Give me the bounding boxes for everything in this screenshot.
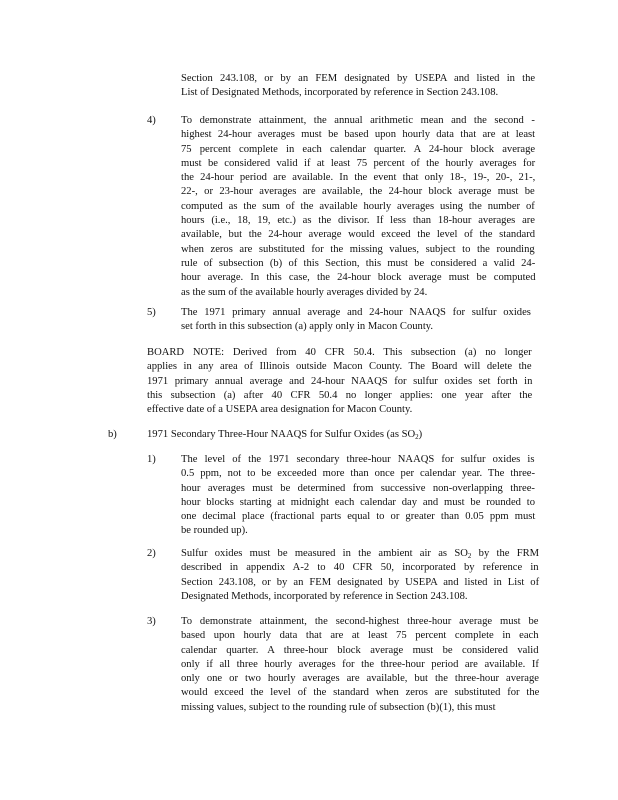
text-line: hour averages must be determined from successive non-overlapping three-	[181, 482, 535, 494]
b-item-3-paragraph	[181, 615, 539, 715]
b-item-3-number: 3)	[147, 616, 156, 627]
text-line: only one or two hourly averages are available, but the three-hour average	[181, 673, 539, 685]
text-line: hours (i.e., 18, 19, etc.) as the divisor. If less than 18-hour averages are	[181, 215, 536, 227]
b-item-1-paragraph	[181, 453, 535, 539]
text-line: hour average. In this case, the 24-hour block average must be computed	[181, 272, 536, 284]
b-item-2-paragraph	[181, 547, 539, 604]
item-4-paragraph	[181, 114, 535, 300]
heading-text: 1971 Secondary Three-Hour NAAQS for Sulfur Oxides (as SO	[147, 429, 416, 440]
board-note	[147, 346, 532, 417]
text-line: available, but the 24-hour average would exceed the level of the standard	[181, 229, 536, 241]
text-line: Designated Methods, incorporated by reference in Section 243.108.	[181, 590, 468, 602]
item-5-number: 5)	[147, 307, 156, 318]
continuation-paragraph	[181, 72, 535, 101]
text-line: To demonstrate attainment, the annual arithmetic mean and the second -	[181, 115, 535, 126]
b-item-2-number: 2)	[147, 548, 156, 559]
text-line: this subsection (a) after 40 CFR 50.4 no longer applies: one year after the	[147, 389, 533, 401]
text-line: only if all three hourly averages for the three-hour period are available. If	[181, 658, 539, 670]
text-line: would exceed the level of the standard when zeros are substituted for the	[181, 687, 540, 699]
text-line: applies in any area of Illinois outside Macon County. The Board will delete the	[147, 361, 532, 373]
text-line: 1971 primary annual average and 24-hour NAAQS for sulfur oxides set forth in	[147, 375, 533, 387]
text-line: set forth in this subsection (a) apply only in Macon County.	[181, 321, 434, 333]
text-line: hour blocks starting at midnight each calendar day and must be rounded to	[181, 496, 536, 508]
text-line: List of Designated Methods, incorporated by reference in Section 243.108.	[181, 87, 499, 99]
heading-text-end: )	[418, 429, 423, 440]
heading-line	[147, 428, 527, 442]
text-line: missing values, subject to the rounding rule of subsection (b)(1), this must	[181, 701, 496, 713]
text-segment-end: by the FRM	[471, 548, 540, 559]
text-line	[181, 547, 539, 561]
text-line: calendar quarter. A three-hour block average must be considered valid	[181, 644, 539, 656]
text-line: BOARD NOTE: Derived from 40 CFR 50.4. This subsection (a) no longer	[147, 347, 532, 358]
text-line: described in appendix A-2 to 40 CFR 50, incorporated by reference in	[181, 562, 539, 574]
heading-subscript: 2	[415, 433, 419, 441]
text-line: as the sum of the available hourly averages divided by 24.	[181, 286, 428, 298]
text-line: The 1971 primary annual average and 24-hour NAAQS for sulfur oxides	[181, 307, 531, 318]
text-line: 75 percent complete in each calendar quarter. A 24-hour block average	[181, 143, 536, 155]
text-line: the 24-hour period are available. In the event that only 18-, 19-, 20-, 21-,	[181, 172, 536, 184]
text-segment: Sulfur oxides must be measured in the ambient air as SO	[181, 548, 468, 559]
text-line: computed as the sum of the available hourly averages using the number of	[181, 200, 535, 212]
text-line: 0.5 ppm, not to be exceeded more than once per calendar year. The three-	[181, 468, 536, 480]
text-line: based upon hourly data that are at least 75 percent complete in each	[181, 630, 539, 642]
text-line: highest 24-hour averages must be based upon hourly data that are at least	[181, 129, 536, 141]
subscript: 2	[467, 552, 472, 560]
text-line: be rounded up).	[181, 525, 248, 537]
text-line: To demonstrate attainment, the second-highest three-hour average must be	[181, 616, 539, 627]
text-line: effective date of a USEPA area designation for Macon County.	[147, 404, 413, 416]
item-4-number: 4)	[147, 115, 156, 126]
text-line: The level of the 1971 secondary three-hour NAAQS for sulfur oxides is	[181, 454, 535, 465]
text-line: Section 243.108, or by an FEM designated by USEPA and listed in List of	[181, 576, 540, 588]
text-line: 22-, or 23-hour averages are available, the 24-hour block average must be	[181, 186, 535, 198]
text-line: one decimal place (fractional parts equal to or greater than 0.05 ppm must	[181, 511, 536, 523]
text-line: Section 243.108, or by an FEM designated by USEPA and listed in the	[181, 73, 536, 84]
section-b-letter: b)	[108, 429, 117, 440]
text-line: when zeros are substituted for the missing values, subject to the rounding	[181, 243, 535, 255]
item-5-paragraph	[181, 306, 531, 335]
text-line: rule of subsection (b) of this Section, this must be considered a valid 24-	[181, 257, 536, 269]
text-line: must be considered valid if at least 75 percent of the hourly averages for	[181, 157, 536, 169]
b-item-1-number: 1)	[147, 454, 156, 465]
section-b-heading	[147, 428, 527, 442]
